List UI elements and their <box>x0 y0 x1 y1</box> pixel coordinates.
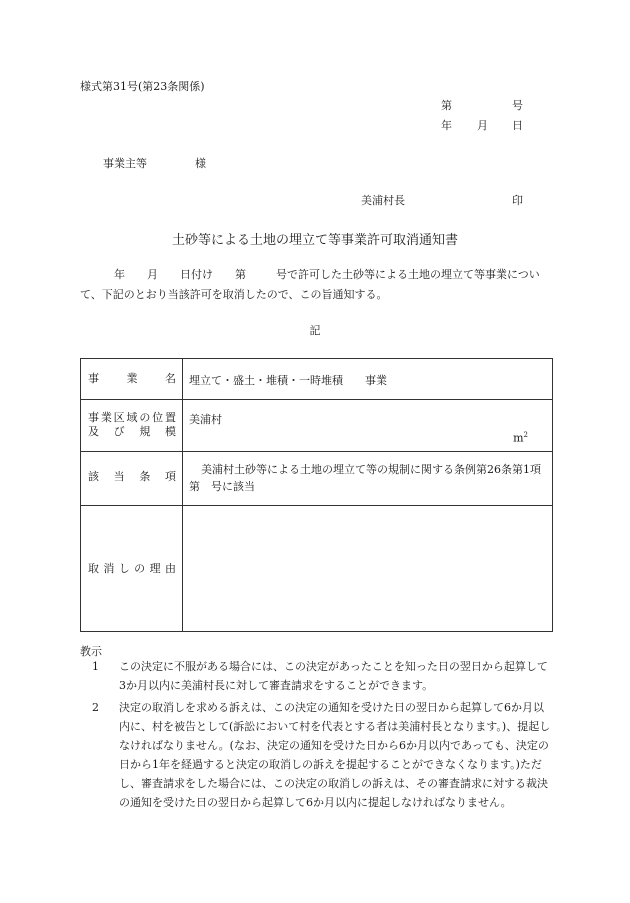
area-location-value: 美浦村 <box>189 413 222 426</box>
seal-mark: 印 <box>512 194 523 207</box>
document-number-suffix: 号 <box>512 99 523 112</box>
notice-item-2 <box>80 698 553 812</box>
project-name-value: 埋立て・盛土・堆積・一時堆積 事業 <box>189 374 387 387</box>
table-row-area <box>81 400 553 452</box>
details-table <box>80 358 553 632</box>
reason-value-cell <box>183 506 553 632</box>
form-number: 様式第31号(第23条関係) <box>80 80 205 93</box>
project-name-value-cell <box>183 359 553 400</box>
intro-month: 月 <box>147 268 158 281</box>
notice-item-1 <box>80 657 553 695</box>
table-row-clause <box>81 452 553 506</box>
intro-no-prefix: 第 <box>235 268 246 281</box>
date-year-label: 年 <box>441 119 452 132</box>
ki-heading: 記 <box>309 324 321 337</box>
table-row-reason <box>81 506 553 632</box>
table-row-project-name <box>81 359 553 400</box>
intro-text: 号で許可した土砂等による土地の埋立て等事業について、下記のとおり当該許可を取消したので、この旨通知する。 <box>80 268 540 301</box>
notice-item-text: 決定の取消しを求める訴えは、この決定の通知を受けた日の翌日から起算して6か月以内に、村を被告として(訴訟において村を代表とする者は美浦村長となります。)、提起しなければなりません。(なお、決定の通知を受けた日から6か月以内であっても、決定の日から1年を経過すると決定の取消しの訴えを提起することができなくなります。)ただし、審査請求をした場合には、この決定の取消しの訴えは、その審査請求に対する裁決の通知を受けた日の翌日から起算して6か月以内に提起しなければなりません。 <box>119 701 551 809</box>
area-label: 事 業 区 域 の 位 置 及 び 規 模 <box>81 400 183 452</box>
notice-item-number: 2 <box>92 701 99 714</box>
date-day-label: 日 <box>512 119 523 132</box>
date-month-label: 月 <box>477 119 488 132</box>
reason-label: 取 消 し の 理 由 <box>81 506 183 632</box>
intro-paragraph <box>80 265 552 305</box>
document-title: 土砂等による土地の埋立て等事業許可取消通知書 <box>171 233 458 248</box>
issuer-name: 美浦村長 <box>361 194 405 207</box>
clause-label: 該 当 条 項 <box>81 452 183 506</box>
project-name-label: 事 業 名 <box>81 359 183 400</box>
intro-year: 年 <box>114 268 125 281</box>
area-value-cell <box>183 400 553 452</box>
intro-date-suffix: 日付け <box>180 268 213 281</box>
notice-item-number: 1 <box>92 660 99 673</box>
clause-value-cell <box>183 452 553 506</box>
notice-heading: 教示 <box>80 645 102 658</box>
area-unit: $m^2$ <box>513 431 528 445</box>
clause-value: 美浦村土砂等による土地の埋立て等の規制に関する条例第26条第1項第 号に該当 <box>189 463 541 493</box>
document-number-label: 第 <box>441 99 452 112</box>
recipient-name: 事業主等 <box>103 157 147 170</box>
notice-item-text: この決定に不服がある場合には、この決定があったことを知った日の翌日から起算して3か月以内に美浦村長に対して審査請求をすることができます。 <box>119 660 548 692</box>
recipient-honorific: 様 <box>195 157 206 170</box>
